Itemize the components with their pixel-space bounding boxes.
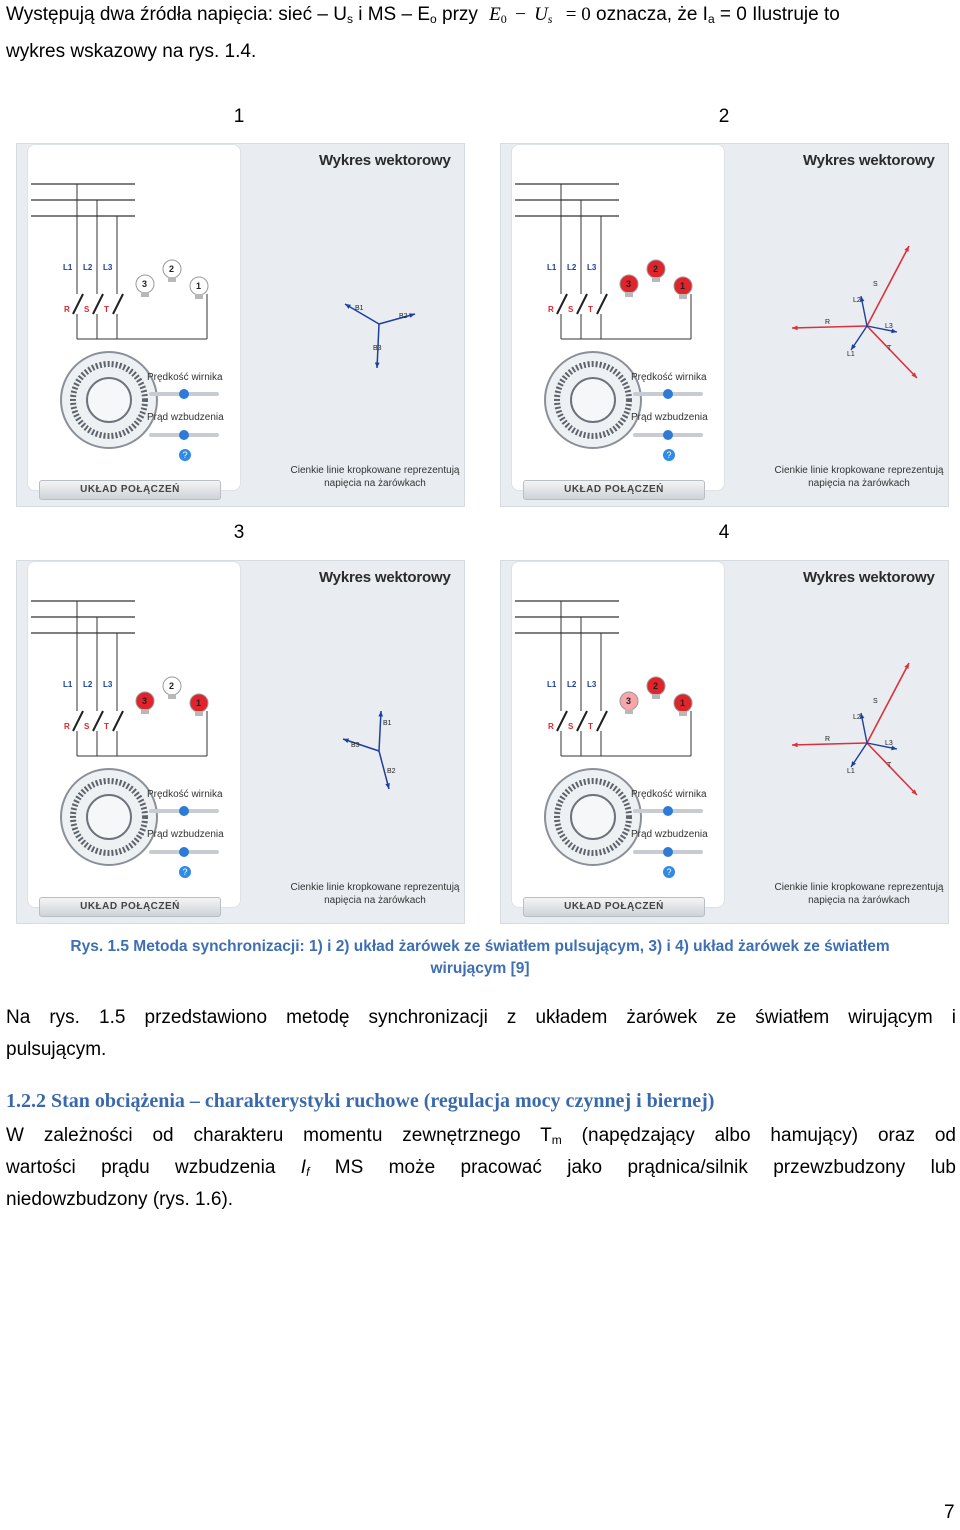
figure-panel-3 — [16, 560, 465, 924]
speed-slider-label: Prędkość wirnika — [631, 789, 707, 800]
excitation-slider-label: Prąd wzbudzenia — [631, 412, 708, 423]
rotor-icon — [571, 378, 615, 422]
caption-line-1: Rys. 1.5 Metoda synchronizacji: 1) i 2) układ żarówek ze światłem pulsującym, 3) i 4) układ żarówek ze światłem — [70, 938, 890, 955]
excitation-slider-label: Prąd wzbudzenia — [147, 412, 224, 423]
bulb-base — [652, 694, 660, 699]
phasor-arrow-head — [343, 739, 349, 743]
switch-blade — [577, 711, 587, 731]
terminal-label: T — [588, 305, 593, 314]
p2-text: (napędzający albo hamujący) oraz od — [561, 1125, 956, 1146]
terminal-label: S — [84, 305, 90, 314]
formula — [489, 4, 596, 25]
formula-u-sub: s — [547, 12, 553, 26]
bulb-base — [625, 709, 633, 714]
switch-blade — [597, 711, 607, 731]
switch-blade — [93, 294, 103, 314]
speed-slider[interactable] — [633, 809, 703, 813]
speed-slider-label: Prędkość wirnika — [147, 372, 223, 383]
connection-diagram-button[interactable]: UKŁAD POŁĄCZEŃ — [39, 480, 221, 500]
figure-caption — [20, 936, 940, 980]
phasor-arrow — [343, 739, 379, 751]
switch-blade — [557, 711, 567, 731]
phase-label: L2 — [83, 680, 93, 689]
note-line: napięcia na żarówkach — [324, 895, 426, 906]
figure-label-4: 4 — [718, 522, 730, 543]
help-icon[interactable]: ? — [179, 449, 191, 461]
phase-label: L2 — [83, 263, 93, 272]
switch-blade — [113, 294, 123, 314]
figure-panel-2 — [500, 143, 949, 507]
section-heading: 1.2.2 Stan obciążenia – charakterystyki ruchowe (regulacja mocy czynnej i biernej) — [6, 1090, 715, 1112]
switch-blade — [113, 711, 123, 731]
generator-phasor-head — [792, 326, 798, 331]
connection-diagram-button[interactable]: UKŁAD POŁĄCZEŃ — [523, 480, 705, 500]
bulb-base — [625, 292, 633, 297]
vector-diagram-title: Wykres wektorowy — [803, 152, 935, 169]
paragraph-2-line-2 — [6, 1156, 956, 1180]
phasor-label: L3 — [885, 323, 893, 330]
phasor-arrow-head — [409, 313, 415, 318]
p2-text: MS może pracować jako prądnica/silnik przewzbudzony lub — [309, 1157, 956, 1178]
bulb-base — [679, 711, 687, 716]
synchronization-circuit — [17, 561, 464, 923]
dotted-lines-note — [769, 881, 949, 907]
terminal-label: S — [568, 722, 574, 731]
intro-text: przy — [436, 4, 484, 25]
us-subscript: s — [346, 12, 353, 26]
dotted-lines-note — [769, 464, 949, 490]
dotted-lines-note — [285, 464, 465, 490]
switch-blade — [597, 294, 607, 314]
excitation-slider[interactable] — [633, 433, 703, 437]
bulb-number: 1 — [680, 698, 686, 708]
phasor-arrow — [379, 711, 381, 751]
rotor-icon — [571, 795, 615, 839]
phase-label: L2 — [567, 263, 577, 272]
phasor-label: B1 — [355, 305, 364, 312]
slider-knob[interactable] — [179, 389, 189, 399]
excitation-slider[interactable] — [633, 850, 703, 854]
bulb-number: 1 — [196, 698, 202, 708]
terminal-label: T — [104, 722, 109, 731]
figure-label-1: 1 — [233, 106, 245, 127]
formula-minus: − — [515, 4, 526, 25]
ia-subscript: a — [707, 12, 715, 26]
terminal-label: T — [104, 305, 109, 314]
phasor-label: R — [825, 319, 831, 326]
phase-label: L3 — [587, 263, 597, 272]
speed-slider-label: Prędkość wirnika — [631, 372, 707, 383]
vector-diagram-title: Wykres wektorowy — [803, 569, 935, 586]
phase-label: L2 — [567, 680, 577, 689]
formula-eq: = 0 — [565, 4, 591, 25]
generator-phasor — [867, 743, 917, 795]
help-icon[interactable]: ? — [663, 866, 675, 878]
phase-label: L3 — [587, 680, 597, 689]
excitation-slider[interactable] — [149, 850, 219, 854]
bulb-number: 2 — [169, 264, 175, 274]
phasor-label: S — [873, 698, 878, 705]
phase-label: L3 — [103, 680, 113, 689]
connection-diagram-button[interactable]: UKŁAD POŁĄCZEŃ — [523, 897, 705, 917]
phasor-label: B2 — [387, 768, 396, 775]
bulb-base — [168, 277, 176, 282]
bulb-number: 1 — [196, 281, 202, 291]
vector-diagram-title: Wykres wektorowy — [319, 152, 451, 169]
switch-blade — [557, 294, 567, 314]
dotted-lines-note — [285, 881, 465, 907]
terminal-label: R — [548, 305, 554, 314]
terminal-label: R — [548, 722, 554, 731]
terminal-label: R — [64, 305, 70, 314]
slider-knob[interactable] — [179, 847, 189, 857]
phase-label: L1 — [547, 263, 557, 272]
phasor-label: L1 — [847, 351, 855, 358]
terminal-label: T — [588, 722, 593, 731]
excitation-slider[interactable] — [149, 433, 219, 437]
intro-text: oznacza, że I — [596, 4, 708, 25]
bulb-base — [141, 292, 149, 297]
caption-line-2: wirującym [9] — [430, 960, 530, 977]
phasor-arrow-head — [378, 711, 383, 717]
bulb-number: 2 — [169, 681, 175, 691]
p2-text: W zależności od charakteru momentu zewnętrznego T — [6, 1125, 552, 1146]
vector-diagram-title: Wykres wektorowy — [319, 569, 451, 586]
bulb-number: 2 — [653, 681, 659, 691]
figure-label-2: 2 — [718, 106, 730, 127]
phasor-label: B3 — [351, 742, 360, 749]
note-line: Cienkie linie kropkowane reprezentują — [774, 882, 944, 893]
bulb-number: 1 — [680, 281, 686, 291]
speed-slider[interactable] — [149, 809, 219, 813]
phase-label: L1 — [63, 680, 73, 689]
synchronization-circuit — [17, 144, 464, 506]
generator-phasor — [792, 743, 867, 745]
slider-knob[interactable] — [663, 389, 673, 399]
bulb-base — [195, 294, 203, 299]
phasor-diagram — [345, 304, 415, 368]
formula-u: U — [534, 4, 548, 25]
formula-e: E — [489, 4, 501, 25]
connection-diagram-button[interactable]: UKŁAD POŁĄCZEŃ — [39, 897, 221, 917]
note-line: napięcia na żarówkach — [808, 895, 910, 906]
phasor-label: S — [873, 281, 878, 288]
terminal-label: S — [84, 722, 90, 731]
phase-label: L1 — [63, 263, 73, 272]
paragraph-2-line-3: niedowzbudzony (rys. 1.6). — [6, 1189, 234, 1210]
phasor-label: L3 — [885, 740, 893, 747]
help-icon[interactable]: ? — [179, 866, 191, 878]
generator-phasor — [867, 326, 917, 378]
bulb-number: 3 — [626, 696, 632, 706]
phasor-label: B2 — [399, 313, 408, 320]
phasor-label: L2 — [853, 297, 861, 304]
switch-blade — [577, 294, 587, 314]
if-symbol: I — [300, 1157, 307, 1178]
intro-text: i MS – E — [352, 4, 431, 25]
synchronization-circuit — [501, 144, 948, 506]
slider-knob[interactable] — [663, 806, 673, 816]
phasor-label: L2 — [853, 714, 861, 721]
bulb-number: 2 — [653, 264, 659, 274]
slider-knob[interactable] — [179, 430, 189, 440]
figure-panel-4 — [500, 560, 949, 924]
phasor-diagram — [343, 711, 396, 789]
p2-text: wartości prądu wzbudzenia — [6, 1157, 301, 1178]
phasor-label: R — [825, 736, 831, 743]
paragraph-2-line-1 — [6, 1124, 956, 1148]
phasor-arrow-head — [375, 362, 380, 368]
tm-subscript: m — [551, 1133, 562, 1147]
generator-phasor-head — [792, 743, 798, 748]
bulb-base — [195, 711, 203, 716]
excitation-slider-label: Prąd wzbudzenia — [631, 829, 708, 840]
phasor-label: T — [887, 762, 892, 769]
phase-label: L3 — [103, 263, 113, 272]
phasor-diagram — [792, 246, 917, 378]
figure-label-3: 3 — [233, 522, 245, 543]
synchronization-circuit — [501, 561, 948, 923]
phasor-label: B1 — [383, 720, 392, 727]
formula-e-sub: 0 — [500, 12, 507, 26]
switch-blade — [73, 711, 83, 731]
speed-slider[interactable] — [149, 392, 219, 396]
if-subscript: f — [306, 1165, 310, 1179]
generator-phasor — [792, 326, 867, 328]
note-line: napięcia na żarówkach — [324, 478, 426, 489]
bulb-base — [652, 277, 660, 282]
phasor-label: B3 — [373, 345, 382, 352]
phasor-label: T — [887, 345, 892, 352]
bulb-base — [168, 694, 176, 699]
rotor-icon — [87, 378, 131, 422]
bulb-number: 3 — [626, 279, 632, 289]
slider-knob[interactable] — [663, 430, 673, 440]
phase-label: L1 — [547, 680, 557, 689]
help-icon[interactable]: ? — [663, 449, 675, 461]
note-line: Cienkie linie kropkowane reprezentują — [290, 882, 460, 893]
terminal-label: R — [64, 722, 70, 731]
slider-knob[interactable] — [179, 806, 189, 816]
paragraph-1-line-2: pulsującym. — [6, 1039, 107, 1060]
note-line: Cienkie linie kropkowane reprezentują — [290, 465, 460, 476]
intro-text: = 0 Ilustruje to — [714, 4, 840, 25]
bulb-base — [679, 294, 687, 299]
excitation-slider-label: Prąd wzbudzenia — [147, 829, 224, 840]
slider-knob[interactable] — [663, 847, 673, 857]
switch-blade — [93, 711, 103, 731]
page-number: 7 — [944, 1502, 955, 1523]
intro-line-2: wykres wskazowy na rys. 1.4. — [6, 41, 257, 62]
phasor-arrow — [379, 314, 415, 324]
switch-blade — [73, 294, 83, 314]
intro-line-1 — [6, 3, 956, 27]
bulb-base — [141, 709, 149, 714]
speed-slider[interactable] — [633, 392, 703, 396]
note-line: Cienkie linie kropkowane reprezentują — [774, 465, 944, 476]
intro-text: Występują dwa źródła napięcia: sieć – U — [6, 4, 347, 25]
eo-subscript: o — [430, 12, 437, 26]
paragraph-1-line-1: Na rys. 1.5 przedstawiono metodę synchronizacji z układem żarówek ze światłem wirującym i — [6, 1007, 956, 1028]
figure-panel-1 — [16, 143, 465, 507]
phasor-diagram — [792, 663, 917, 795]
phasor-label: L1 — [847, 768, 855, 775]
bulb-number: 3 — [142, 279, 148, 289]
note-line: napięcia na żarówkach — [808, 478, 910, 489]
bulb-number: 3 — [142, 696, 148, 706]
rotor-icon — [87, 795, 131, 839]
speed-slider-label: Prędkość wirnika — [147, 789, 223, 800]
terminal-label: S — [568, 305, 574, 314]
